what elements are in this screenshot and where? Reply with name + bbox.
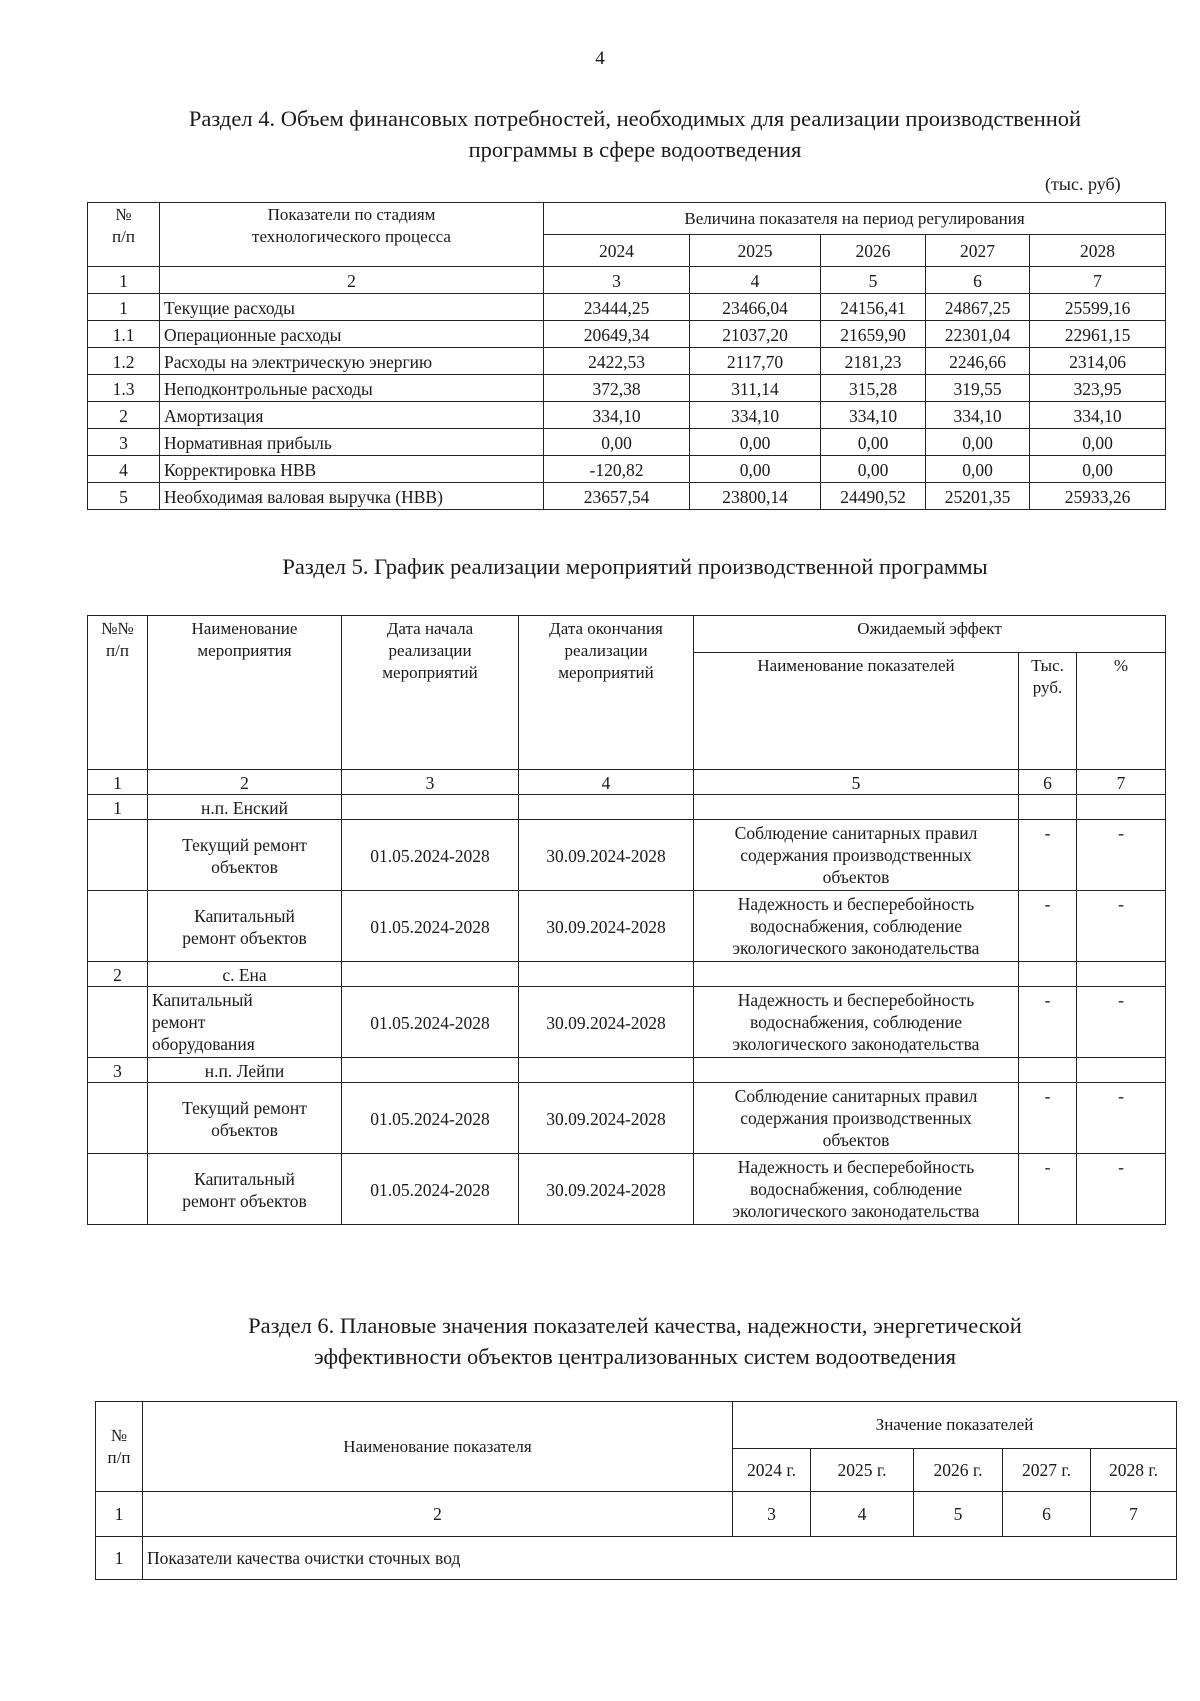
event-name-line1: Капитальный xyxy=(194,906,295,926)
row-value: 22301,04 xyxy=(926,321,1030,348)
group-number: 3 xyxy=(88,1058,148,1083)
header-effect: Ожидаемый эффект xyxy=(694,616,1166,653)
header-name-line1: Наименование xyxy=(191,619,298,638)
row-name: Показатели качества очистки сточных вод xyxy=(143,1537,1177,1580)
row-number: 2 xyxy=(88,402,160,429)
row-number: 1.2 xyxy=(88,348,160,375)
header-num-line2: п/п xyxy=(107,1447,131,1467)
event-effect xyxy=(694,1154,1019,1225)
row-name: Необходимая валовая выручка (НВВ) xyxy=(160,483,544,510)
year-cell: 2024 г. xyxy=(733,1449,811,1492)
table-header-row xyxy=(88,203,1166,235)
col-number: 5 xyxy=(821,267,926,294)
event-thousand-rub: - xyxy=(1019,1154,1077,1225)
group-place: с. Ена xyxy=(148,962,342,987)
header-indicator xyxy=(160,203,544,267)
event-effect-line1: Соблюдение санитарных правил xyxy=(734,1086,978,1106)
event-start-date: 01.05.2024-2028 xyxy=(342,820,519,891)
event-end-date: 30.09.2024-2028 xyxy=(519,987,694,1058)
table-row xyxy=(88,375,1166,402)
section4-title-line2: программы в сфере водоотведения xyxy=(468,137,802,162)
col-number: 7 xyxy=(1091,1492,1177,1537)
event-name xyxy=(148,1154,342,1225)
row-number: 5 xyxy=(88,483,160,510)
event-percent: - xyxy=(1077,1154,1166,1225)
col-number: 7 xyxy=(1030,267,1166,294)
table-header-row xyxy=(96,1402,1177,1449)
event-end-date: 30.09.2024-2028 xyxy=(519,1083,694,1154)
row-value: 2314,06 xyxy=(1030,348,1166,375)
header-percent: % xyxy=(1077,653,1166,770)
table-row xyxy=(88,820,1166,891)
header-start-line1: Дата начала xyxy=(386,619,474,638)
event-percent: - xyxy=(1077,820,1166,891)
header-num-line2: п/п xyxy=(112,227,135,246)
col-number: 5 xyxy=(914,1492,1003,1537)
event-name-line1: Текущий ремонт xyxy=(182,1098,307,1118)
row-value: 23800,14 xyxy=(690,483,821,510)
row-name: Текущие расходы xyxy=(160,294,544,321)
event-start-date: 01.05.2024-2028 xyxy=(342,1154,519,1225)
header-values: Значение показателей xyxy=(733,1402,1177,1449)
col-number: 3 xyxy=(733,1492,811,1537)
group-place: н.п. Лейпи xyxy=(148,1058,342,1083)
column-number-row xyxy=(96,1492,1177,1537)
col-number: 4 xyxy=(811,1492,914,1537)
event-percent: - xyxy=(1077,891,1166,962)
event-effect-line3: объектов xyxy=(822,1130,890,1150)
event-effect-line2: водоснабжения, соблюдение xyxy=(749,1179,963,1199)
row-value: 24156,41 xyxy=(821,294,926,321)
row-value: 0,00 xyxy=(821,429,926,456)
event-name-line2: ремонт xyxy=(152,1012,206,1032)
event-end-date: 30.09.2024-2028 xyxy=(519,820,694,891)
row-value: 315,28 xyxy=(821,375,926,402)
event-end-date: 30.09.2024-2028 xyxy=(519,891,694,962)
col-number: 3 xyxy=(342,770,519,795)
header-num-line1: №№ xyxy=(101,619,134,638)
event-effect-line3: экологического законодательства xyxy=(732,938,980,958)
row-value: 25599,16 xyxy=(1030,294,1166,321)
event-effect-line1: Надежность и бесперебойность xyxy=(737,990,975,1010)
row-value: 372,38 xyxy=(544,375,690,402)
event-effect-line2: водоснабжения, соблюдение xyxy=(749,1012,963,1032)
header-num xyxy=(88,616,148,770)
event-name-line1: Капитальный xyxy=(194,1169,295,1189)
section6-title xyxy=(0,1310,1200,1372)
year-cell: 2025 xyxy=(690,235,821,267)
row-value: 0,00 xyxy=(1030,429,1166,456)
event-thousand-rub: - xyxy=(1019,1083,1077,1154)
row-value: 0,00 xyxy=(926,429,1030,456)
event-thousand-rub: - xyxy=(1019,820,1077,891)
col-number: 2 xyxy=(148,770,342,795)
row-name: Амортизация xyxy=(160,402,544,429)
col-number: 4 xyxy=(690,267,821,294)
header-num xyxy=(88,203,160,267)
row-value: 311,14 xyxy=(690,375,821,402)
header-num-line1: № xyxy=(110,1425,128,1445)
event-name xyxy=(148,820,342,891)
col-number: 1 xyxy=(88,267,160,294)
row-value: 25933,26 xyxy=(1030,483,1166,510)
group-row xyxy=(88,1058,1166,1083)
event-effect-line3: объектов xyxy=(822,867,890,887)
row-value: 0,00 xyxy=(690,456,821,483)
event-effect-line1: Надежность и бесперебойность xyxy=(737,894,975,914)
table-row xyxy=(88,1154,1166,1225)
event-effect xyxy=(694,891,1019,962)
event-effect-line1: Соблюдение санитарных правил xyxy=(734,823,978,843)
row-value: 22961,15 xyxy=(1030,321,1166,348)
event-name xyxy=(148,891,342,962)
row-name: Расходы на электрическую энергию xyxy=(160,348,544,375)
header-num-line1: № xyxy=(115,205,132,224)
section4-table xyxy=(87,202,1166,510)
event-start-date: 01.05.2024-2028 xyxy=(342,891,519,962)
col-number: 6 xyxy=(1019,770,1077,795)
col-number: 6 xyxy=(1003,1492,1091,1537)
year-cell: 2026 г. xyxy=(914,1449,1003,1492)
header-value: Величина показателя на период регулирования xyxy=(544,203,1166,235)
year-cell: 2028 г. xyxy=(1091,1449,1177,1492)
event-thousand-rub: - xyxy=(1019,987,1077,1058)
event-effect-line2: содержания производственных xyxy=(740,1108,972,1128)
event-effect-line3: экологического законодательства xyxy=(732,1201,980,1221)
row-value: 334,10 xyxy=(544,402,690,429)
row-value: 334,10 xyxy=(1030,402,1166,429)
row-value: 2181,23 xyxy=(821,348,926,375)
header-end-line1: Дата окончания xyxy=(549,619,663,638)
row-value: 25201,35 xyxy=(926,483,1030,510)
row-name: Неподконтрольные расходы xyxy=(160,375,544,402)
row-value: 0,00 xyxy=(544,429,690,456)
event-name-line1: Капитальный xyxy=(152,990,253,1010)
event-name-line2: ремонт объектов xyxy=(182,928,307,948)
row-value: 24867,25 xyxy=(926,294,1030,321)
event-start-date: 01.05.2024-2028 xyxy=(342,987,519,1058)
header-indicator-line1: Показатели по стадиям xyxy=(267,205,436,224)
row-number: 1.1 xyxy=(88,321,160,348)
col-number: 5 xyxy=(694,770,1019,795)
table-row xyxy=(88,1083,1166,1154)
event-thousand-rub: - xyxy=(1019,891,1077,962)
column-number-row xyxy=(88,770,1166,795)
header-end-line2: реализации xyxy=(564,641,648,660)
row-value: -120,82 xyxy=(544,456,690,483)
header-start-line3: мероприятий xyxy=(382,663,478,682)
row-value: 319,55 xyxy=(926,375,1030,402)
col-number: 7 xyxy=(1077,770,1166,795)
event-effect xyxy=(694,987,1019,1058)
event-name xyxy=(148,987,342,1058)
event-effect-line3: экологического законодательства xyxy=(732,1034,980,1054)
row-value: 334,10 xyxy=(821,402,926,429)
table-row xyxy=(88,987,1166,1058)
header-name xyxy=(148,616,342,770)
group-row xyxy=(88,795,1166,820)
row-name: Нормативная прибыль xyxy=(160,429,544,456)
event-end-date: 30.09.2024-2028 xyxy=(519,1154,694,1225)
col-number: 3 xyxy=(544,267,690,294)
event-percent: - xyxy=(1077,1083,1166,1154)
table-row xyxy=(88,483,1166,510)
year-cell: 2027 г. xyxy=(1003,1449,1091,1492)
col-number: 2 xyxy=(143,1492,733,1537)
year-cell: 2024 xyxy=(544,235,690,267)
event-name-line2: ремонт объектов xyxy=(182,1191,307,1211)
section5-title: Раздел 5. График реализации мероприятий производственной программы xyxy=(282,554,988,579)
table-row xyxy=(88,456,1166,483)
event-name-line3: оборудования xyxy=(152,1034,255,1054)
header-start-line2: реализации xyxy=(388,641,472,660)
header-thousand-rub xyxy=(1019,653,1077,770)
event-effect xyxy=(694,820,1019,891)
table-header-row xyxy=(88,616,1166,653)
event-name xyxy=(148,1083,342,1154)
row-name: Корректировка НВВ xyxy=(160,456,544,483)
page-number: 4 xyxy=(595,48,605,69)
header-name: Наименование показателя xyxy=(143,1402,733,1492)
row-value: 23657,54 xyxy=(544,483,690,510)
row-value: 0,00 xyxy=(821,456,926,483)
col-number: 4 xyxy=(519,770,694,795)
event-start-date: 01.05.2024-2028 xyxy=(342,1083,519,1154)
header-indicators: Наименование показателей xyxy=(694,653,1019,770)
row-value: 20649,34 xyxy=(544,321,690,348)
section6-title-line1: Раздел 6. Плановые значения показателей качества, надежности, энергетической xyxy=(248,1313,1022,1338)
table-row xyxy=(88,348,1166,375)
section4-title xyxy=(0,103,1200,165)
group-place: н.п. Енский xyxy=(148,795,342,820)
table-row xyxy=(88,321,1166,348)
row-value: 2246,66 xyxy=(926,348,1030,375)
row-value: 0,00 xyxy=(690,429,821,456)
event-name-line2: объектов xyxy=(211,1120,278,1140)
section6-table xyxy=(95,1401,1177,1580)
header-end-line3: мероприятий xyxy=(558,663,654,682)
section5-table xyxy=(87,615,1166,1225)
col-number: 1 xyxy=(88,770,148,795)
header-thousand-line2: руб. xyxy=(1032,678,1063,697)
header-indicator-line2: технологического процесса xyxy=(252,227,451,246)
row-value: 23466,04 xyxy=(690,294,821,321)
row-value: 24490,52 xyxy=(821,483,926,510)
group-number: 2 xyxy=(88,962,148,987)
table-row xyxy=(88,402,1166,429)
row-value: 323,95 xyxy=(1030,375,1166,402)
row-value: 23444,25 xyxy=(544,294,690,321)
row-number: 1 xyxy=(96,1537,143,1580)
row-value: 21659,90 xyxy=(821,321,926,348)
col-number: 1 xyxy=(96,1492,143,1537)
year-cell: 2026 xyxy=(821,235,926,267)
group-row xyxy=(88,962,1166,987)
table-row xyxy=(96,1537,1177,1580)
table-row xyxy=(88,294,1166,321)
event-percent: - xyxy=(1077,987,1166,1058)
header-num-line2: п/п xyxy=(106,641,129,660)
header-start-date xyxy=(342,616,519,770)
row-number: 3 xyxy=(88,429,160,456)
row-number: 1 xyxy=(88,294,160,321)
row-value: 334,10 xyxy=(926,402,1030,429)
section4-title-line1: Раздел 4. Объем финансовых потребностей, необходимых для реализации производственной xyxy=(188,106,1082,131)
group-number: 1 xyxy=(88,795,148,820)
row-value: 0,00 xyxy=(1030,456,1166,483)
table-row xyxy=(88,429,1166,456)
table-row xyxy=(88,891,1166,962)
row-value: 334,10 xyxy=(690,402,821,429)
section6-title-line2: эффективности объектов централизованных систем водоотведения xyxy=(313,1344,956,1369)
row-value: 21037,20 xyxy=(690,321,821,348)
header-end-date xyxy=(519,616,694,770)
event-name-line1: Текущий ремонт xyxy=(182,835,307,855)
year-cell: 2025 г. xyxy=(811,1449,914,1492)
row-value: 2117,70 xyxy=(690,348,821,375)
header-name-line2: мероприятия xyxy=(197,641,292,660)
row-value: 0,00 xyxy=(926,456,1030,483)
row-number: 4 xyxy=(88,456,160,483)
col-number: 2 xyxy=(160,267,544,294)
year-cell: 2028 xyxy=(1030,235,1166,267)
event-effect-line1: Надежность и бесперебойность xyxy=(737,1157,975,1177)
event-effect-line2: водоснабжения, соблюдение xyxy=(749,916,963,936)
section4-units: (тыс. руб) xyxy=(1045,174,1121,194)
row-name: Операционные расходы xyxy=(160,321,544,348)
event-name-line2: объектов xyxy=(211,857,278,877)
col-number: 6 xyxy=(926,267,1030,294)
row-number: 1.3 xyxy=(88,375,160,402)
header-num xyxy=(96,1402,143,1492)
column-number-row xyxy=(88,267,1166,294)
header-thousand-line1: Тыс. xyxy=(1031,656,1064,675)
event-effect xyxy=(694,1083,1019,1154)
event-effect-line2: содержания производственных xyxy=(740,845,972,865)
row-value: 2422,53 xyxy=(544,348,690,375)
year-cell: 2027 xyxy=(926,235,1030,267)
